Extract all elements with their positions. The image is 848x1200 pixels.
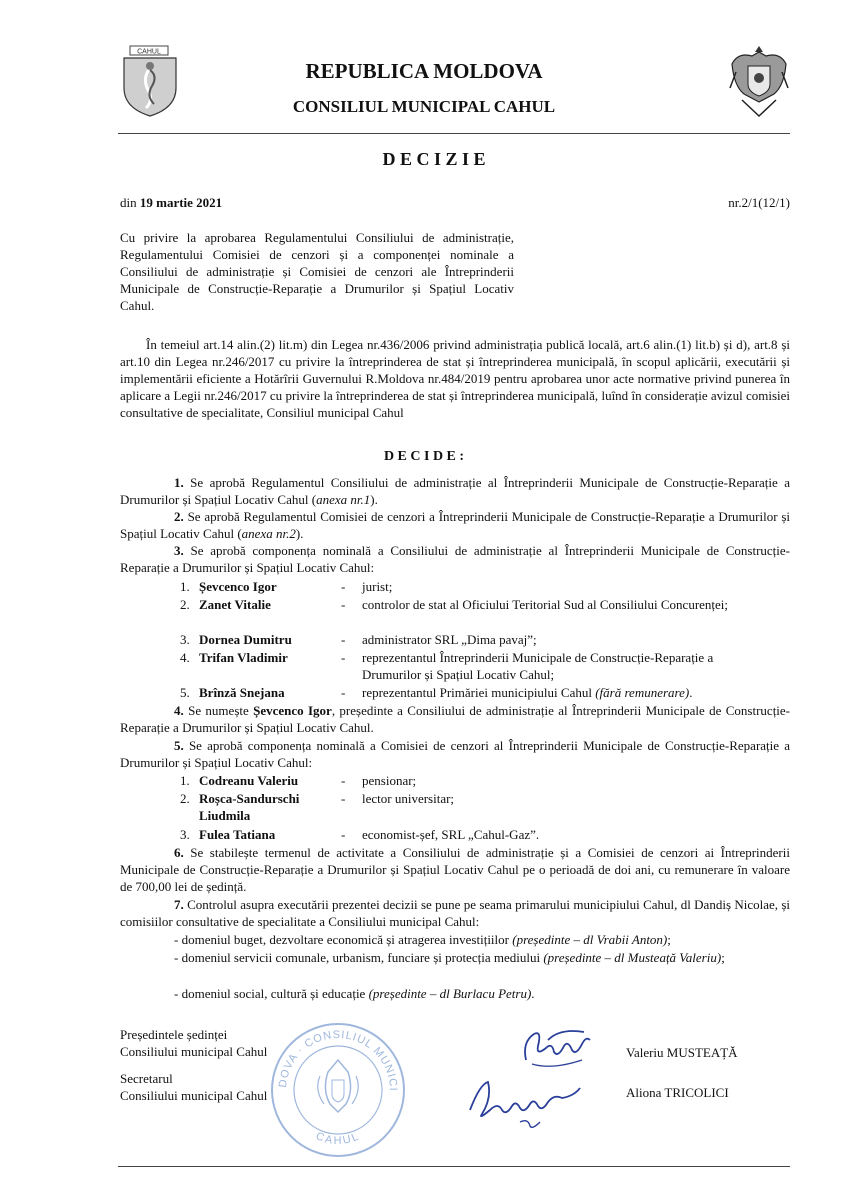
commission-domain — [120, 931, 790, 948]
decide-heading: D E C I D E : — [383, 449, 465, 464]
document-title: D E C I Z I E — [382, 149, 486, 169]
date-prefix: din — [120, 195, 137, 210]
secretary-role — [120, 1070, 267, 1104]
chair-name: Valeriu MUSTEAȚĂ — [626, 1045, 738, 1060]
commission-domain — [120, 985, 790, 1002]
member-role: jurist; — [362, 579, 393, 594]
item-text: Se aprobă Regulamentul Consiliului de administrație al Întreprinderii Municipale de Construcție-Reparație a Drumurilor și Spațiul Locativ Cahul ( — [120, 475, 790, 507]
stamp-ring-bottom: CAHUL — [314, 1130, 362, 1148]
member-role: controlor de stat al Oficiului Teritorial Sud al Consiliului Concurenței; — [362, 597, 729, 612]
member-dash: - — [341, 650, 346, 665]
item-text-end: ). — [370, 492, 378, 507]
moldova-coat-of-arms-icon — [728, 42, 790, 120]
member-role: reprezentantul Întreprinderii Municipale de Construcție-Reparație a Drumurilor și Spațiul Locativ Cahul; — [362, 650, 714, 682]
item-text: Controlul asupra executării prezentei decizii se pune pe seama primarului municipiului Cahul, dl Dandiș Nicolae, și comisiilor consultative de specialitate a Consiliului municipal Cahul: — [120, 897, 790, 929]
member-dash: - — [341, 597, 346, 612]
item-text: Se stabilește termenul de activitate a Consiliului de administrație și a Comisiei de cenzori ai Întreprinderii Municipale de Construcție-Reparație a Drumurilor și Spațiul Locativ Cahul pe o perioadă de doi ani, cu remunerare în valoare de 700,00 lei de ședință. — [120, 845, 790, 894]
domain-chair: (președinte – dl Burlacu Petru) — [368, 986, 532, 1001]
member-role — [362, 684, 790, 701]
decision-number: nr.2/1(12/1) — [728, 195, 790, 210]
svg-text:CAHUL — [314, 1130, 362, 1147]
member-dash: - — [341, 579, 346, 594]
member-dash: - — [341, 773, 346, 788]
member-name: Roșca-Sandurschi Liudmila — [199, 791, 300, 823]
domain-end: ; — [721, 950, 725, 965]
member-number: 2. — [180, 791, 190, 806]
council-heading: CONSILIUL MUNICIPAL CAHUL — [292, 97, 556, 116]
member-number: 5. — [180, 685, 190, 700]
header-rule — [118, 133, 790, 134]
commission-domain — [120, 949, 790, 966]
item-2 — [120, 508, 790, 542]
item-4 — [120, 702, 790, 736]
cahul-coat-of-arms-icon — [118, 44, 182, 118]
member-dash: - — [341, 827, 346, 842]
stamp-ring-top: DOVA · CONSILIUL MUNICI — [276, 1028, 400, 1092]
footer-rule — [118, 1166, 790, 1167]
item-text: Se aprobă componența nominală a Comisiei de cenzori al Întreprinderii Municipale de Construcție-Reparație a Drumurilor și Spațiul Locativ Cahul: — [120, 738, 791, 770]
member-number: 4. — [180, 650, 190, 665]
date-value: 19 martie 2021 — [139, 195, 223, 210]
member-number: 2. — [180, 597, 190, 612]
decision-subject: Cu privire la aprobarea Regulamentului Consiliului de administrație, Regulamentului Comisiei de cenzori și a componenței nominale a Consiliului de administrație și Comisiei de cenzori ale Întreprinderii Municipale de Construcție-Reparație a Drumurilor și Spațiul Locativ Cahul. — [120, 230, 514, 313]
chair-signature — [512, 1020, 602, 1076]
item-7 — [120, 896, 790, 930]
member-role: lector universitar; — [362, 791, 455, 806]
emblem-caption: CAHUL — [137, 48, 161, 56]
domain-text: - domeniul servicii comunale, urbanism, funciare și protecția mediului — [174, 950, 541, 965]
secretary-name: Aliona TRICOLICI — [626, 1085, 729, 1100]
chair-role — [120, 1026, 267, 1060]
member-number: 1. — [180, 773, 190, 788]
decision-date — [120, 194, 222, 211]
member-number: 3. — [180, 632, 190, 647]
item-5 — [120, 737, 790, 771]
item-number: 3. — [174, 543, 184, 558]
member-name: Brînză Snejana — [199, 685, 285, 700]
item-number: 5. — [174, 738, 184, 753]
chair-role-line: Consiliului municipal Cahul — [120, 1044, 268, 1059]
member-number: 1. — [180, 579, 190, 594]
item-text-end: ). — [295, 526, 304, 541]
chair-role-line: Președintele ședinței — [120, 1027, 228, 1042]
secretary-signature — [462, 1070, 588, 1132]
member-role-text: reprezentantul Primăriei municipiului Cahul — [362, 685, 592, 700]
member-name: Codreanu Valeriu — [199, 773, 299, 788]
domain-end: . — [531, 986, 535, 1001]
domain-chair: (președinte – dl Musteață Valeriu) — [543, 950, 722, 965]
domain-text: - domeniul buget, dezvoltare economică și atragerea investițiilor — [174, 932, 509, 947]
domain-chair: (președinte – dl Vrabii Anton) — [512, 932, 668, 947]
annex-reference: anexa nr.1 — [316, 492, 371, 507]
preamble-text: În temeiul art.14 alin.(2) lit.m) din Legea nr.436/2006 privind administrația publică locală, art.6 alin.(1) lit.b) și d), art.8 și art.10 din Legea nr.246/2017 cu privire la întreprinderea de stat și întreprinderea municipală, în scopul aplicării, executării și implementării eficiente a Hotărîrii Guvernului R.Moldova nr.484/2019 pentru aprobarea unor acte normative privind punerea în aplicare a Legii nr.246/2017 cu privire la întreprinderea de stat și întreprinderea municipală, luînd în considerație avizul comisiei consultative de specialitate, Consiliul municipal Cahul — [120, 337, 790, 420]
item-text: Se aprobă Regulamentul Comisiei de cenzori a Întreprinderii Municipale de Construcție-Reparație a Drumurilor și Spațiul Locativ Cahul ( — [120, 509, 790, 541]
domain-end: ; — [667, 932, 671, 947]
member-dash: - — [341, 685, 346, 700]
member-number: 3. — [180, 827, 190, 842]
item-text: Se aprobă componența nominală a Consiliului de administrație al Întreprinderii Municipale de Construcție-Reparație a Drumurilor și Spațiul Locativ Cahul: — [120, 543, 791, 575]
item-3 — [120, 542, 790, 576]
member-role: pensionar; — [362, 773, 417, 788]
member-name: Fulea Tatiana — [199, 827, 276, 842]
list-end: . — [689, 685, 693, 700]
official-stamp — [268, 1020, 408, 1160]
item-6 — [120, 844, 790, 895]
item-number: 6. — [174, 845, 184, 860]
item-number: 1. — [174, 475, 184, 490]
member-name: Trifan Vladimir — [199, 650, 288, 665]
member-name: Zanet Vitalie — [199, 597, 271, 612]
member-dash: - — [341, 791, 346, 806]
member-role: administrator SRL „Dima pavaj”; — [362, 632, 537, 647]
preamble-paragraph — [120, 336, 790, 421]
item-number: 4. — [174, 703, 184, 718]
annex-reference: anexa nr.2 — [241, 526, 296, 541]
member-dash: - — [341, 632, 346, 647]
appointed-name: Șevcenco Igor — [253, 703, 332, 718]
item-number: 7. — [174, 897, 184, 912]
item-text-rest: , președinte a Consiliului de administrație al Întreprinderii Municipale de Construcție-Reparație a Drumurilor și Spațiul Locativ Cahul. — [120, 703, 791, 735]
member-role-note: (fără remunerare) — [595, 685, 690, 700]
member-name: Șevcenco Igor — [199, 579, 277, 594]
secretary-role-line: Consiliului municipal Cahul — [120, 1088, 268, 1103]
secretary-role-line: Secretarul — [120, 1071, 173, 1086]
item-number: 2. — [174, 509, 184, 524]
member-role: economist-șef, SRL „Cahul-Gaz”. — [362, 827, 540, 842]
item-text: Se numește — [188, 703, 249, 718]
country-heading: REPUBLICA MOLDOVA — [305, 59, 543, 83]
member-name: Dornea Dumitru — [199, 632, 292, 647]
item-1 — [120, 474, 790, 508]
domain-text: - domeniul social, cultură și educație — [174, 986, 366, 1001]
svg-text:MOLDOVA · CONSILIUL MUNICIPAL — [268, 1020, 399, 1092]
